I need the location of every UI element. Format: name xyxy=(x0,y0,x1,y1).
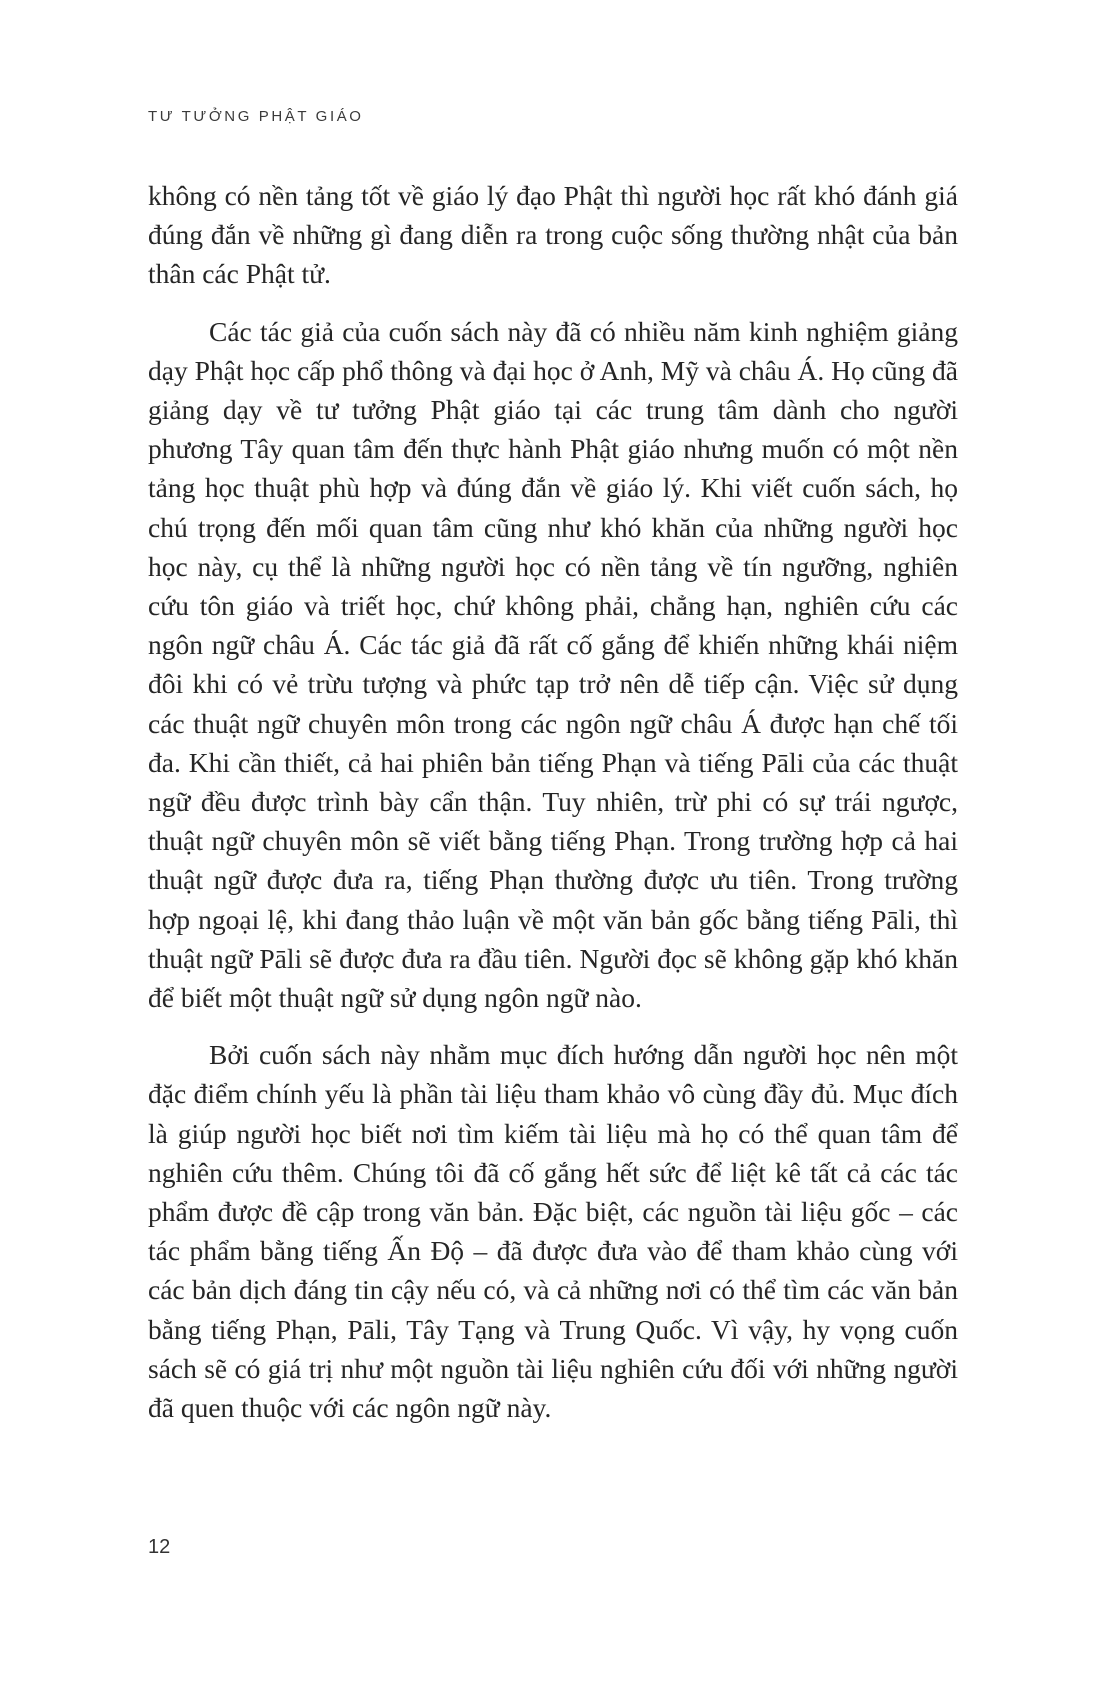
paragraph-references: Bởi cuốn sách này nhằm mục đích hướng dẫn người học nên một đặc điểm chính yếu là phần tài liệu tham khảo vô cùng đầy đủ. Mục đích là giúp người học biết nơi tìm kiếm tài liệu mà họ có thể quan tâm để nghiên cứu thêm. Chúng tôi đã cố gắng hết sức để liệt kê tất cả các tác phẩm được đề cập trong văn bản. Đặc biệt, các nguồn tài liệu gốc – các tác phẩm bằng tiếng Ấn Độ – đã được đưa vào để tham khảo cùng với các bản dịch đáng tin cậy nếu có, và cả những nơi có thể tìm các văn bản bằng tiếng Phạn, Pāli, Tây Tạng và Trung Quốc. Vì vậy, hy vọng cuốn sách sẽ có giá trị như một nguồn tài liệu nghiên cứu đối với những người đã quen thuộc với các ngôn ngữ này. xyxy=(148,1039,958,1424)
body-text xyxy=(148,176,958,1445)
page-number: 12 xyxy=(148,1536,171,1558)
paragraph-authors: Các tác giả của cuốn sách này đã có nhiều năm kinh nghiệm giảng dạy Phật học cấp phổ thông và đại học ở Anh, Mỹ và châu Á. Họ cũng đã giảng dạy về tư tưởng Phật giáo tại các trung tâm dành cho người phương Tây quan tâm đến thực hành Phật giáo nhưng muốn có một nền tảng học thuật phù hợp và đúng đắn về giáo lý. Khi viết cuốn sách, họ chú trọng đến mối quan tâm cũng như khó khăn của những người học học này, cụ thể là những người học có nền tảng về tín ngưỡng, nghiên cứu tôn giáo và triết học, chứ không phải, chẳng hạn, nghiên cứu các ngôn ngữ châu Á. Các tác giả đã rất cố gắng để khiến những khái niệm đôi khi có vẻ trừu tượng và phức tạp trở nên dễ tiếp cận. Việc sử dụng các thuật ngữ chuyên môn trong các ngôn ngữ châu Á được hạn chế tối đa. Khi cần thiết, cả hai phiên bản tiếng Phạn và tiếng Pāli của các thuật ngữ đều được trình bày cẩn thận. Tuy nhiên, trừ phi có sự trái ngược, thuật ngữ chuyên môn sẽ viết bằng tiếng Phạn. Trong trường hợp cả hai thuật ngữ được đưa ra, tiếng Phạn thường được ưu tiên. Trong trường hợp ngoại lệ, khi đang thảo luận về một văn bản gốc bằng tiếng Pāli, thì thuật ngữ Pāli sẽ được đưa ra đầu tiên. Người đọc sẽ không gặp khó khăn để biết một thuật ngữ sử dụng ngôn ngữ nào. xyxy=(148,315,958,1014)
running-header: TƯ TƯỞNG PHẬT GIÁO xyxy=(148,108,364,125)
paragraph-continuation: không có nền tảng tốt về giáo lý đạo Phật thì người học rất khó đánh giá đúng đắn về những gì đang diễn ra trong cuộc sống thường nhật của bản thân các Phật tử. xyxy=(148,180,958,290)
